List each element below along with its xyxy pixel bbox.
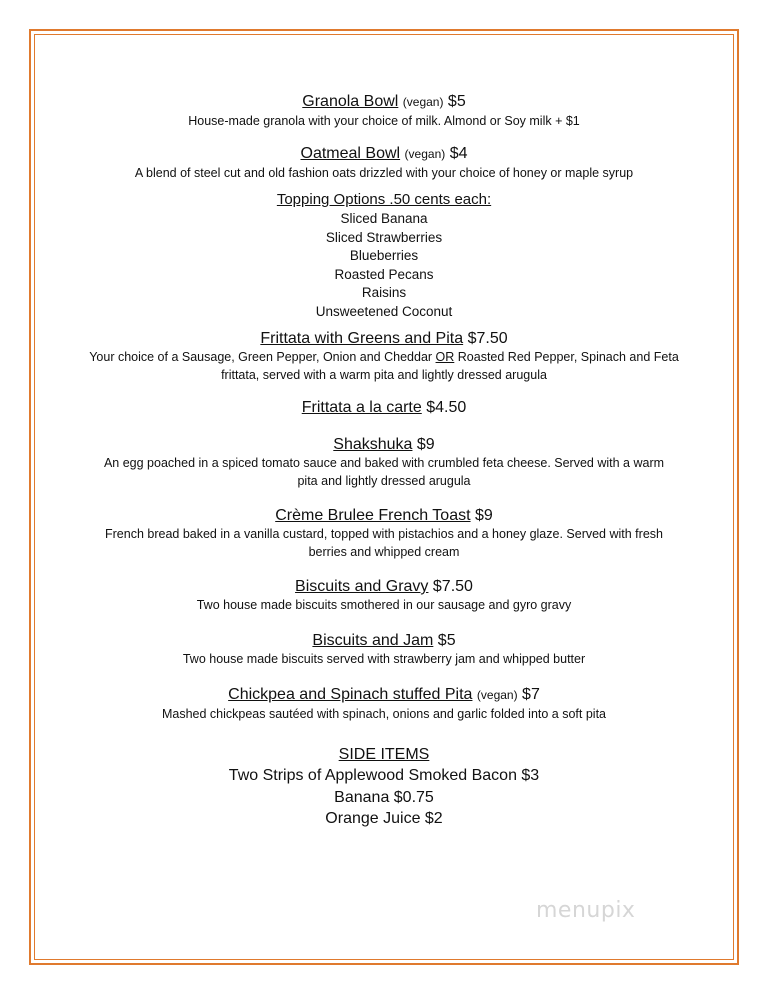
item-description-line: An egg poached in a spiced tomato sauce and baked with crumbled feta cheese. Served with a warm xyxy=(103,456,665,470)
item-title xyxy=(60,398,708,417)
item-description: Mashed chickpeas sautéed with spinach, onions and garlic folded into a soft pita xyxy=(161,707,607,721)
description-or: OR xyxy=(435,350,455,364)
menu-content xyxy=(60,92,708,830)
description-part: Roasted Red Pepper, Spinach and Feta xyxy=(457,350,679,364)
item-title xyxy=(60,631,708,650)
item-description xyxy=(60,348,708,366)
item-description-line: pita and lightly dressed arugula xyxy=(297,474,471,488)
item-price: $7.50 xyxy=(467,330,508,347)
menu-item-shakshuka xyxy=(60,435,708,490)
item-description: Two house made biscuits served with strawberry jam and whipped butter xyxy=(182,652,586,666)
item-price: $4 xyxy=(449,145,468,162)
item-name: Frittata with Greens and Pita xyxy=(260,330,464,347)
item-name: Oatmeal Bowl xyxy=(300,145,401,162)
item-price: $7 xyxy=(522,686,540,703)
item-title xyxy=(60,92,708,112)
topping-item: Unsweetened Coconut xyxy=(315,303,453,319)
topping-options xyxy=(60,190,708,321)
topping-item: Blueberries xyxy=(349,248,419,263)
topping-heading: Topping Options .50 cents each: xyxy=(276,191,492,208)
menu-item-oatmeal-bowl xyxy=(60,144,708,182)
menu-item-frittata-a-la-carte xyxy=(60,398,708,417)
topping-item: Sliced Banana xyxy=(340,211,428,226)
description-part: Your choice of a Sausage, Green Pepper, Onion and Cheddar xyxy=(89,350,433,364)
item-price: $9 xyxy=(475,507,493,524)
side-item: Two Strips of Applewood Smoked Bacon $3 xyxy=(228,767,540,784)
menu-item-granola-bowl xyxy=(60,92,708,130)
menupix-watermark: menupix xyxy=(536,898,636,923)
item-price: $4.50 xyxy=(426,399,467,416)
topping-item: Sliced Strawberries xyxy=(325,229,443,245)
item-name: Granola Bowl xyxy=(302,93,399,110)
item-description-line: French bread baked in a vanilla custard, topped with pistachios and a honey glaze. Served with fresh xyxy=(105,527,663,541)
item-name: Biscuits and Gravy xyxy=(295,578,429,595)
item-title xyxy=(60,506,708,525)
item-price: $7.50 xyxy=(432,578,473,595)
menu-item-frittata-greens-pita xyxy=(60,329,708,384)
item-description-line: berries and whipped cream xyxy=(308,545,460,559)
side-item: Orange Juice $2 xyxy=(325,810,443,827)
item-description: House-made granola with your choice of milk. Almond or Soy milk + $1 xyxy=(188,114,580,128)
side-item: Banana $0.75 xyxy=(334,788,434,806)
menu-item-chickpea-spinach-pita xyxy=(60,685,708,723)
item-name: Crème Brulee French Toast xyxy=(275,507,471,524)
menu-item-biscuits-and-jam xyxy=(60,631,708,668)
item-title xyxy=(60,329,708,348)
item-title xyxy=(60,577,708,596)
item-title xyxy=(60,144,708,164)
item-title xyxy=(60,435,708,454)
item-title xyxy=(60,685,708,705)
menu-item-biscuits-and-gravy xyxy=(60,577,708,614)
item-name: Shakshuka xyxy=(333,436,413,453)
item-description: Two house made biscuits smothered in our sausage and gyro gravy xyxy=(196,598,572,612)
item-price: $5 xyxy=(437,632,456,649)
topping-item: Roasted Pecans xyxy=(334,266,434,282)
menu-item-creme-brulee-french-toast xyxy=(60,506,708,561)
topping-item: Raisins xyxy=(361,285,407,300)
item-price: $9 xyxy=(416,436,435,453)
item-name: Frittata a la carte xyxy=(301,399,422,416)
item-name: Chickpea and Spinach stuffed Pita xyxy=(228,686,473,703)
side-items-heading: SIDE ITEMS xyxy=(338,746,430,763)
item-name: Biscuits and Jam xyxy=(312,632,434,649)
item-description: A blend of steel cut and old fashion oats drizzled with your choice of honey or maple syrup xyxy=(134,166,634,180)
item-tag: (vegan) xyxy=(476,688,518,702)
item-tag: (vegan) xyxy=(404,147,446,161)
item-description-line: frittata, served with a warm pita and lightly dressed arugula xyxy=(221,368,547,382)
side-items xyxy=(60,745,708,830)
item-price: $5 xyxy=(447,93,466,110)
item-tag: (vegan) xyxy=(402,95,444,109)
